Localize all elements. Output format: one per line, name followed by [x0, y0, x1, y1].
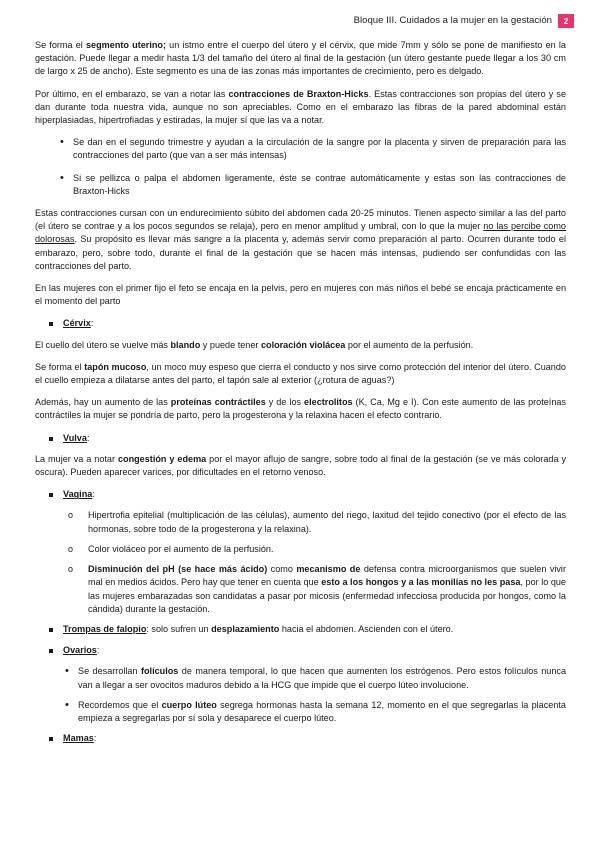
paragraph-vulva: La mujer va a notar congestión y edema por el mayor aflujo de sangre, sobre todo al final de la gestación (se ve más colorada y oscura). Pueden aparecer varices, por dificultades en el retorno venoso.	[35, 453, 566, 478]
header-title: Bloque III. Cuidados a la mujer en la gestación	[353, 15, 552, 26]
bullet-item: • Si se pellizca o palpa el abdomen ligeramente, éste se contrae automáticamente y estas son las contracciones de Braxton-Hicks	[60, 171, 566, 196]
sub-item: o Disminución del pH (se hace más ácido) como mecanismo de defensa contra microorganismos que suelen vivir mal en medios ácidos. Pero hay que tener en cuenta que esto a los hongos y a las monilias no les pasa, por lo que las mujeres embarazadas son candidatas a pasar por micosis (enfermedad infecciosa producida por hongos, como la cándida) durante la gestación.	[68, 564, 566, 614]
page-header	[0, 14, 600, 28]
section-heading-cervix: Cérvix:	[35, 317, 566, 330]
bullet-icon: •	[60, 136, 64, 149]
paragraph-tapon-mucoso: Se forma el tapón mucoso, un moco muy espeso que cierra el conducto y nos sirve como protección del interior del útero. Cuando el cuello empieza a dilatarse antes del parto, el tapón sale al exterior (¿rotura de aguas?)	[35, 361, 566, 386]
paragraph-segmento-uterino: Se forma el segmento uterino; un istmo entre el cuerpo del útero y el cérvix, que mide 7mm y sólo se pone de manifiesto en la gestación. Puede llegar a medir hasta 1/3 del tamaño del útero al final de la gestación (un útero gestante puede llegar a los 30 cm de largo x 25 de ancho). Este segmento es una de las zonas más importantes de crecimiento, pero es delgado.	[35, 40, 566, 77]
bullet-icon: •	[60, 171, 64, 184]
square-bullet-icon	[49, 737, 53, 741]
section-heading-ovarios: Ovarios:	[35, 644, 566, 657]
paragraph-braxton-hicks: Por último, en el embarazo, se van a notar las contracciones de Braxton-Hicks. Estas contracciones son propias del útero y se dan durante toda nuestra vida, aunque no son apreciables. Como en el embarazo las fibras de la pared abdominal están hiperplasiadas, hipertrofiadas y estiradas, la mujer sí que las va a notar.	[35, 88, 567, 126]
paragraph-encaje-feto: En las mujeres con el primer fijo el feto se encaja en la pelvis, pero en mujeres con más niños el bebé se encaja prácticamente en el momento del parto	[35, 283, 566, 307]
paragraph-proteinas: Además, hay un aumento de las proteínas contráctiles y de los electrolitos (K, Ca, Mg e I). Con este aumento de las proteínas contráctiles la mujer se pondría de parto, pero la progesterona y la relaxina hacen el efecto contrario.	[35, 397, 566, 421]
square-bullet-icon	[49, 493, 53, 497]
section-heading-vagina: Vagina:	[35, 488, 566, 501]
section-heading-mamas: Mamas:	[35, 732, 566, 745]
sub-item: o Hipertrofia epitelial (multiplicación de las células), aumento del riego, laxitud del tejido conectivo (por el efecto de las hormonas, sobre todo de la progesterona y la relaxina).	[68, 510, 566, 534]
section-heading-vulva: Vulva:	[35, 432, 566, 445]
bullet-icon: •	[65, 665, 69, 678]
paragraph-contracciones: Estas contracciones cursan con un endurecimiento súbito del abdomen cada 20-25 minutos. Tienen aspecto similar a las del parto (el útero se contrae y a los pocos segundos se relaja), pero en menor amplitud y umbral, con lo que la mujer no las percibe como dolorosas. Su propósito es llevar más sangre a la placenta y, además servir como preparación al parto. Ocurren durante todo el embarazo, pero, sobre todo, durante el final de la gestación que se hacen más intensas, pudiendo ser confundidas con las contracciones del parto.	[35, 208, 566, 271]
section-heading-trompas: Trompas de falopio: solo sufren un desplazamiento hacia el abdomen. Ascienden con el útero.	[35, 623, 566, 636]
sub-item: o Color violáceo por el aumento de la perfusión.	[35, 543, 566, 556]
square-bullet-icon	[49, 628, 53, 632]
circle-bullet-icon: o	[68, 510, 74, 521]
bullet-icon: •	[65, 698, 69, 711]
page-number-badge: 2	[558, 14, 574, 28]
circle-bullet-icon: o	[68, 564, 74, 575]
square-bullet-icon	[49, 322, 53, 326]
circle-bullet-icon: o	[68, 543, 74, 554]
document-body	[35, 39, 566, 753]
sub-item: • Recordemos que el cuerpo lúteo segrega hormonas hasta la semana 12, momento en el que segregarlas la placenta empieza a segregarlas por sí sola y desaparece el cuerpo lúteo.	[65, 698, 566, 723]
square-bullet-icon	[49, 437, 53, 441]
square-bullet-icon	[49, 649, 53, 653]
bullet-item: • Se dan en el segundo trimestre y ayudan a la circulación de la sangre por la placenta y sirven de preparación para las contracciones del parto (que van a ser más intensas)	[60, 136, 566, 161]
sub-item: • Se desarrollan folículos de manera temporal, lo que hacen que aumenten los estrógenos. Pero estos folículos nunca van a llegar a ser ovocitos maduros debido a la HCG que impide que el cuerpo lúteo involucione.	[65, 665, 566, 690]
paragraph-cervix-blando: El cuello del útero se vuelve más blando y puede tener coloración violácea por el aumento de la perfusión.	[35, 339, 474, 350]
